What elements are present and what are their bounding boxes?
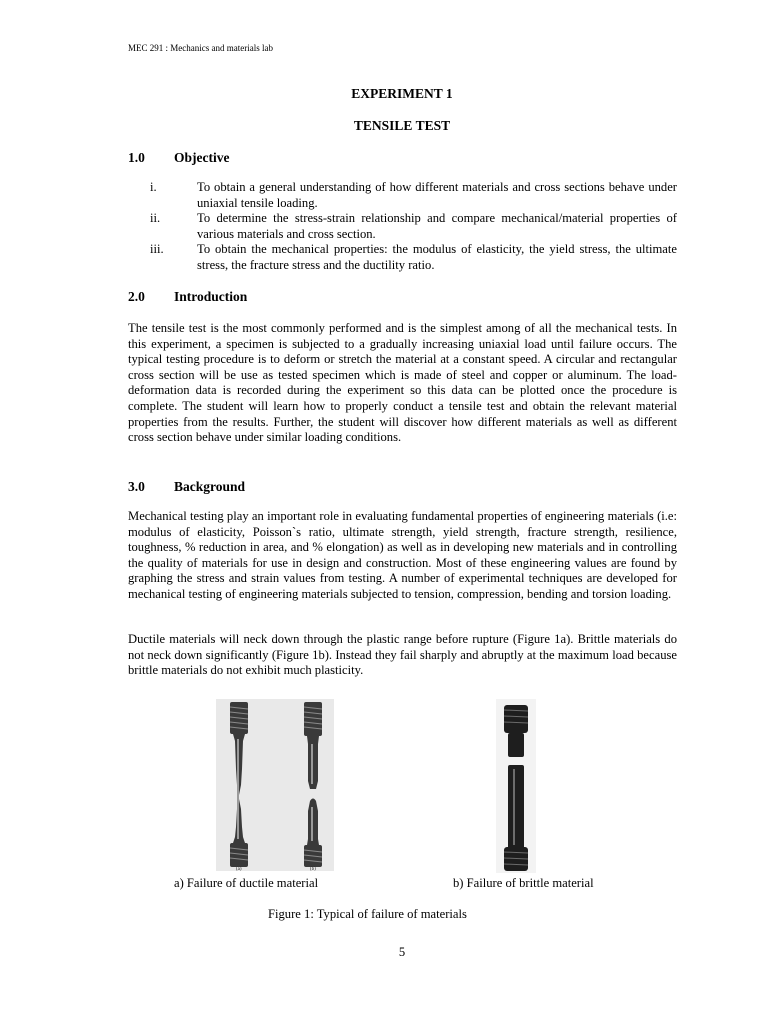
section-heading-introduction bbox=[128, 289, 247, 305]
experiment-title: EXPERIMENT 1 bbox=[351, 86, 453, 101]
brittle-failure-figure bbox=[496, 699, 536, 873]
section-title: Introduction bbox=[174, 289, 248, 304]
introduction-paragraph: The tensile test is the most commonly performed and is the simplest among of all the mechanical tests. In this experiment, a specimen is subjected to a gradually increasing uniaxial load until failure occurs. The typical testing procedure is to deform or stretch the material at a constant speed. A circular and rectangular cross section will be use as tested specimen which is made of steel and copper or aluminum. The load-deformation data is recorded during the experiment so this data can be plotted once the procedure is complete. The student will learn how to properly conduct a tensile test and obtain the relevant material properties from the results. Further, the student will discover how different materials as well as different cross section behave under similar loading conditions. bbox=[128, 321, 677, 445]
caption-brittle: b) Failure of brittle material bbox=[453, 876, 594, 890]
objectives-list bbox=[150, 180, 677, 273]
list-item bbox=[150, 242, 677, 273]
brittle-specimen-image bbox=[496, 699, 536, 873]
list-item bbox=[150, 211, 677, 242]
running-header: MEC 291 : Mechanics and materials lab bbox=[128, 43, 273, 53]
list-item-text: To obtain a general understanding of how different materials and cross sections behave under uniaxial tensile loading. bbox=[197, 180, 677, 210]
section-title: Objective bbox=[174, 150, 230, 165]
figure-caption: Figure 1: Typical of failure of materials bbox=[268, 907, 467, 921]
background-paragraph-2: Ductile materials will neck down through the plastic range before rupture (Figure 1a). Brittle materials do not neck down significantly (Figure 1b). Instead they fail sharply and abruptly at the maximum load because brittle materials do not exhibit much plasticity. bbox=[128, 632, 677, 678]
ductile-specimens-image bbox=[216, 699, 334, 871]
list-item-number: ii. bbox=[150, 211, 161, 225]
page-number: 5 bbox=[398, 945, 406, 959]
background-paragraph-1: Mechanical testing play an important role in evaluating fundamental properties of engineering materials (i.e: modulus of elasticity, Poisson`s ratio, ultimate strength, yield strength, fracture strength, resilience, toughness, % reduction in area, and % elongation) as well as in developing new materials and in controlling the quality of materials for use in design and construction. Most of these engineering values are found by graphing the stress and strain values from testing. A number of experimental techniques are developed for mechanical testing of engineering materials subjected to tension, compression, bending and torsion loading. bbox=[128, 509, 677, 601]
section-number: 1.0 bbox=[128, 150, 145, 165]
section-number: 2.0 bbox=[128, 289, 145, 304]
experiment-subtitle: TENSILE TEST bbox=[353, 118, 451, 133]
ductile-failure-figure bbox=[216, 699, 334, 871]
section-heading-objective bbox=[128, 150, 229, 166]
section-title: Background bbox=[174, 479, 246, 494]
specimen-label-b: (b) bbox=[310, 867, 316, 871]
specimen-label-a: (a) bbox=[236, 867, 242, 871]
caption-ductile: a) Failure of ductile material bbox=[174, 876, 319, 890]
list-item bbox=[150, 180, 677, 211]
list-item-text: To determine the stress-strain relationship and compare mechanical/material properties of various materials and cross section. bbox=[197, 211, 677, 241]
list-item-text: To obtain the mechanical properties: the modulus of elasticity, the yield stress, the ultimate stress, the fracture stress and the ductility ratio. bbox=[197, 242, 677, 272]
list-item-number: iii. bbox=[150, 242, 164, 256]
list-item-number: i. bbox=[150, 180, 157, 194]
section-number: 3.0 bbox=[128, 479, 145, 494]
section-heading-background bbox=[128, 479, 245, 495]
